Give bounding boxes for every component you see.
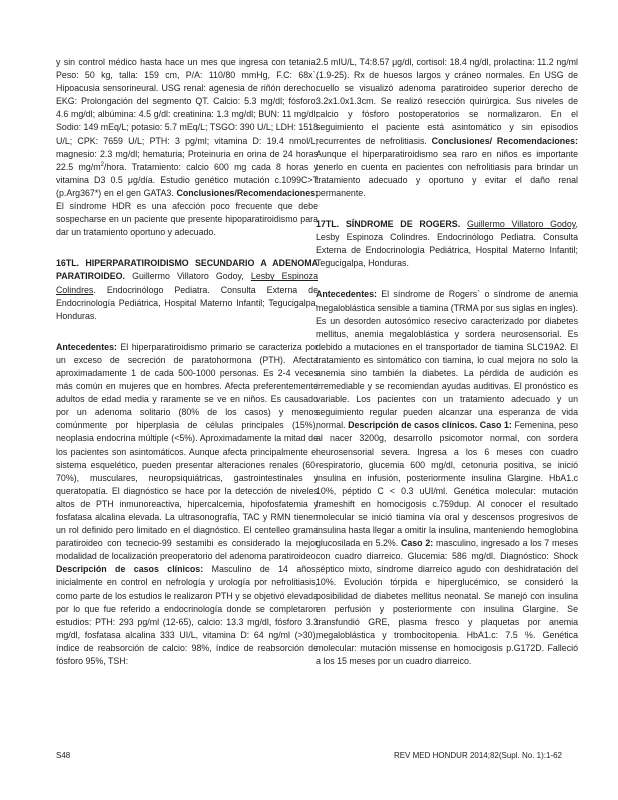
left-column [56, 56, 318, 678]
superscript: 2 [100, 161, 104, 168]
text: 2.5 mIU/L, T4:8.57 μg/dl, cortisol: 18.4 ng/dl, prolactina: 11.2 ng/ml (1.9-25). Rx de huesos largos y cráneo normales. En USG de cuello se visualizó adenoma paratiroideo superior derecho de 3.2x1.0x1.3cm. Se realizó resección quirúrgica. Sus niveles de calcio y fósforo postoperatorios se normalizaron. En el seguimiento el paciente está asintomático y sin episodios recurrentes de nefrolitiasis. [316, 57, 578, 146]
text: El síndrome HDR es una afección poco frecuente que debe sospecharse en un paciente que presente hipoparatiroidismo para dar un tratamiento oportuno y adecuado. [56, 201, 318, 238]
text: /hora. Tratamiento: calcio 600 mg cada 8 horas y vitamina D3 0.5 μg/día. Estudio genético mutación c.1099C>T (p.Arg367*) en el gen GATA3. [56, 161, 318, 198]
abstract-17-header [316, 218, 578, 270]
right-column [316, 56, 578, 678]
text: Aunque el hiperparatiroidismo sea raro en niños es importante tenerlo en cuenta en pacientes con nefrolitiasis para brindar un tratamiento adecuado y oportuno y evitar el daño renal permanente. [316, 148, 578, 198]
text: El hiperparatiroidismo primario se caracteriza por un exceso de secreción de paratohormona (PTH). Afecta aproximadamente 1 de cada 500-1000 personas. Es 2-4 veces más común en mujeres que en hombres. Afecta preferentemente adultos de edad media y raramente se ve en niños. Es causado por un adenoma solitario (80% de los casos) y menos comúnmente por hiperplasia de células principales (15%), neoplasia endocrina múltiple (<5%). Aproximadamente la mitad de los pacientes son asintomáticos. Aunque afecta principalmente el sistema esquelético, pueden presentar alteraciones renales (60-70%), musculares, neuropsiquiátricas, gastrointestinales y queratopatía. El diagnóstico se hace por la detección de niveles altos de PTH inmunoreactiva, hipercalcemia, hipofosfatemia y fosfatasa alcalina elevada. La ultrasonografía, TAC y RMN tienen un rol definido pero limitado en el diagnóstico. El centelleo grama paratiroideo con tecnecio-99 sestamibi es considerado la mejor modalidad de localización preoperatorio del adenoma paratiroideo. [56, 341, 318, 562]
conclusions-heading: Conclusiones/Recomendaciones: [176, 187, 318, 198]
text: Femenina, peso al nacer 3200g, desarrollo psicomotor normal, con sordera neurosensorial severa. Ingresa a los 6 meses con cuadro respiratorio, glucemia 600 mg/dl, cetonuria positiva, se inició insulina en infusión, posteriormente insulina Glargine. HbA1.c 10%, péptido C < 0.3 uUI/ml. Genética molecular: mutación frameshift en homocigosis c.759dup. Al conocer el resultado molecular se inició tiamina vía oral y descensos progresivos de insulina hasta llegar a omitir la insulina, manteniendo hemoglobina glucosilada en 5.2%. [316, 420, 579, 549]
case-15-continuation [56, 56, 318, 239]
text: El síndrome de Rogers` o síndrome de anemia megaloblástica sensible a tiamina (TRMA por sus siglas en ingles). Es un desorden autosómico resecivo caracterizado por diabetes mellitus, anemia megaloblástica y sordera neurosensorial. Es debido a mutaciones en el transportador de tiamina SLC19A2. El tratamiento es sintomático con tiamina, lo cual mejora no solo la anemia sino también la diabetes. La pérdida de audición es irremediable y se recomiendan ayudas auditivas. El pronóstico es variable. Los pacientes con un tratamiento adecuado y un seguimiento regular pueden alcanzar una esperanza de vida normal. [316, 289, 578, 431]
section-heading: Caso 2: [400, 538, 434, 549]
authors: Guillermo Villatoro Godoy, [124, 271, 251, 282]
section-heading: Descripción de casos clínicos. Caso 1: [348, 420, 512, 431]
affiliation: , Lesby Espinoza Colindres. Endocrinólogo Pediatra. Consulta Externa de Endocrinología Pediátrica, Hospital Materno Infantil; Tegucigalpa, Honduras. [316, 219, 578, 269]
conclusions-heading: Conclusiones/ Recomendaciones: [431, 135, 578, 146]
abstract-title: 17TL. SÍNDROME DE ROGERS. [316, 219, 461, 230]
page-number: S48 [56, 751, 71, 760]
abstract-17-body [316, 288, 578, 668]
abstract-title: 16TL. HIPERPARATIROIDISMO SECUNDARIO A ADENOMA PARATIROIDEO. [56, 258, 318, 282]
section-heading: Descripción de casos clínicos: [56, 564, 204, 575]
text: Masculino de 14 años, inicialmente en control en nefrología y urología por nefrolitiasis, como parte de los estudios le realizaron PTH y se objetivó elevada por lo que fue referido a endocrinología donde se completaron estudios: PTH: 293 pg/ml (12-65), calcio: 13.3 mg/dl, fósforo 3.3 mg/dl, fosfatasa alcalina 333 UI/L, vitamina D: 64 ng/ml (>30), índice de reabsorción de calcio: 98%, índice de reabsorción de fósforo 95%, TSH: [56, 564, 318, 667]
text: y sin control médico hasta hace un mes que ingresa con tetania. Peso: 50 kg, talla: 159 cm, P/A: 110/80 mmHg, F.C: 68x`. Hipoacusia sensorineural. USG renal: agenesia de riñón derecho. EKG: Prolongación del segmento QT. Calcio: 5.3 mg/dl; fósforo: 4.6 mg/dl; albúmina: 4.5 g/dl: creatinina: 1.3 mg/dl; BUN: 11 mg/dl; Sodio: 149 mEq/L; potasio: 5.7 mEq/L; TSGO: 390 U/L; LDH: 1518 U/L; CPK: 7659 U/L; PTH: 3 pg/ml; vitamina D: 19.4 nmol/L; magnesio: 2.3 mg/dl; hematuria; Proteinuria en orina de 24 horas 22.5 mg/m [56, 57, 318, 172]
abstract-16-header [56, 257, 318, 322]
presenting-author: Guillermo Villatoro Godoy [466, 219, 576, 230]
abstract-16-body [56, 341, 318, 668]
abstract-16-continuation [316, 56, 578, 200]
section-heading: Antecedentes: [56, 341, 117, 352]
section-heading: Antecedentes: [316, 289, 377, 300]
presenting-author: Lesby Espinoza Colindres [56, 271, 318, 295]
text: masculino, ingresado a los 7 meses con cuadro diarreico. Glucemia: 586 mg/dl. Diagnóstico: Shock séptico mixto, síndrome diarreico agudo con deshidratación del 10%. Evolución tórpida e hiperglucémico, se consideró la posibilidad de diabetes mellitus neonatal. Se manejó con insulina en perfusión y posteriormente con insulina Glargine. Se transfundió GRE, plasma fresco y plaquetas por anemia megaloblástica y trombocitopenia. HbA1.c: 7.5 %. Genética molecular: mutación missense en homocigosis p.G172D. Falleció a los 15 meses por un cuadro diarreico. [316, 538, 579, 667]
journal-citation: REV MED HONDUR 2014;82(Supl. No. 1):1-62 [393, 751, 562, 760]
affiliation: . Endocrinólogo Pediatra. Consulta Externa de Endocrinología Pediátrica, Hospital Materno Infantil; Tegucigalpa, Honduras. [56, 284, 318, 321]
